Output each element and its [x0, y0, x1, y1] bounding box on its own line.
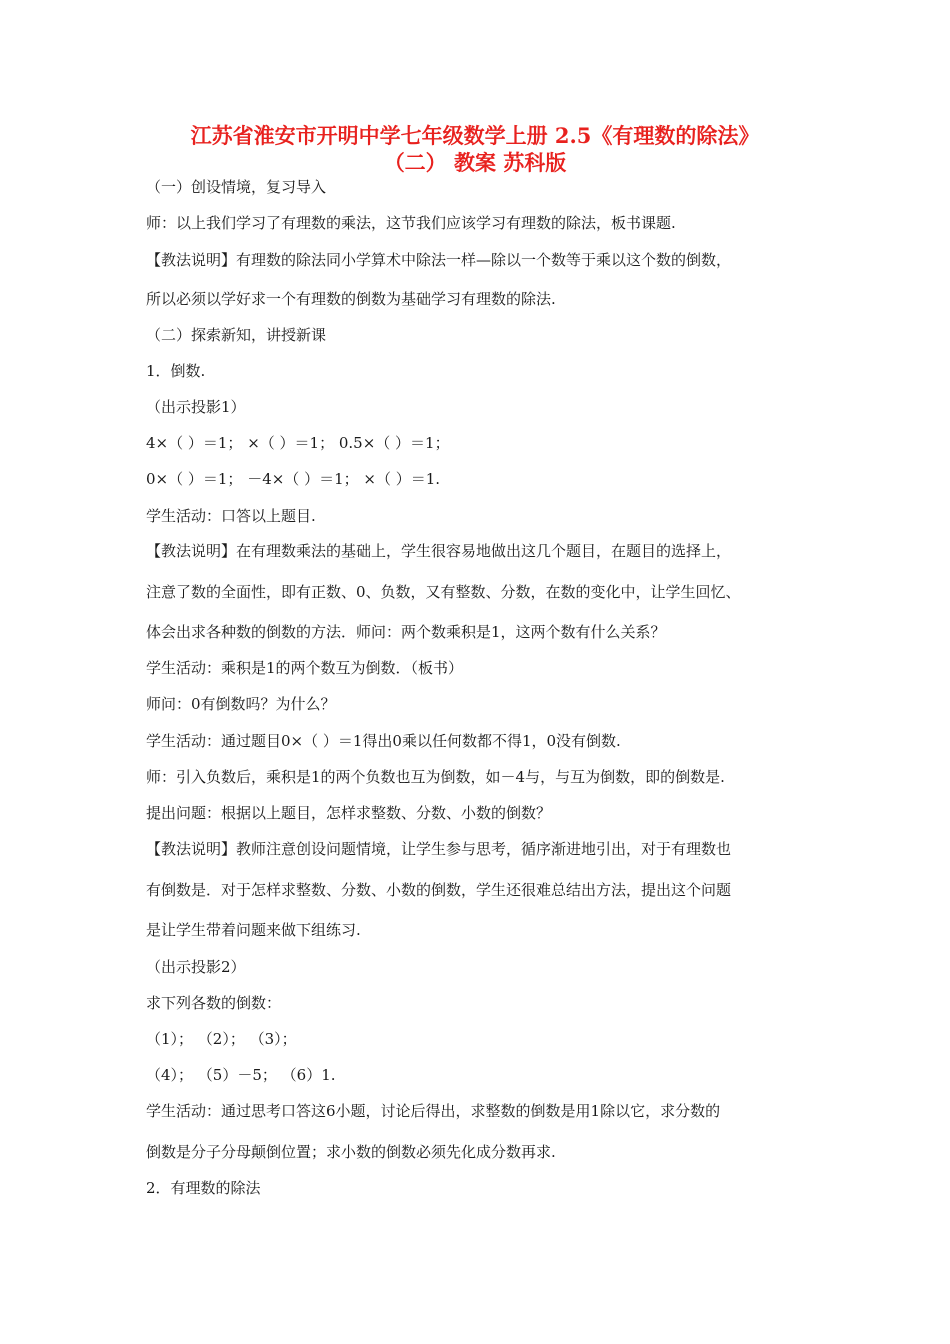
paragraph-line: 【教法说明】有理数的除法同小学算术中除法一样—除以一个数等于乘以这个数的倒数， [146, 251, 732, 269]
exercise-line: （4）； （5）－5； （6）1. [146, 1066, 336, 1084]
section-heading: （一）创设情境，复习导入 [146, 178, 327, 196]
exercise-line: （1）； （2）； （3）； [146, 1030, 297, 1048]
paragraph-line: 求下列各数的倒数： [146, 994, 282, 1012]
paragraph-line: 注意了数的全面性，即有正数、0、负数，又有整数、分数，在数的变化中，让学生回忆、 [146, 583, 741, 601]
subsection-heading: 1．倒数. [146, 362, 206, 380]
paragraph-line: （出示投影1） [146, 398, 246, 416]
section-heading: （二）探索新知，讲授新课 [146, 326, 327, 344]
subsection-heading: 2．有理数的除法 [146, 1179, 261, 1197]
paragraph-line: （出示投影2） [146, 958, 246, 976]
paragraph-line: 【教法说明】在有理数乘法的基础上，学生很容易地做出这几个题目，在题目的选择上， [146, 542, 732, 560]
paragraph-line: 有倒数是．对于怎样求整数、分数、小数的倒数，学生还很难总结出方法，提出这个问题 [146, 881, 732, 899]
paragraph-line: 师：引入负数后，乘积是1的两个负数也互为倒数，如－4与，与互为倒数，即的倒数是. [146, 768, 725, 786]
exercise-line: 0×（ ）＝1； －4×（ ）＝1； ×（ ）＝1. [146, 470, 441, 488]
paragraph-line: 师：以上我们学习了有理数的乘法，这节我们应该学习有理数的除法，板书课题. [146, 214, 676, 232]
paragraph-line: 师问：0有倒数吗？为什么？ [146, 695, 336, 713]
document-title-line-1: 江苏省淮安市开明中学七年级数学上册 2.5《有理数的除法》 [190, 123, 760, 148]
paragraph-line: 【教法说明】教师注意创设问题情境，让学生参与思考，循序渐进地引出，对于有理数也 [146, 840, 732, 858]
paragraph-line: 学生活动：口答以上题目. [146, 507, 316, 525]
paragraph-line: 倒数是分子分母颠倒位置；求小数的倒数必须先化成分数再求. [146, 1143, 556, 1161]
exercise-line: 4×（ ）＝1； ×（ ）＝1； 0.5×（ ）＝1； [146, 434, 450, 452]
paragraph-line: 是让学生带着问题来做下组练习. [146, 921, 361, 939]
paragraph-line: 体会出求各种数的倒数的方法．师问：两个数乘积是1，这两个数有什么关系？ [146, 623, 666, 641]
paragraph-line: 学生活动：乘积是1的两个数互为倒数．（板书） [146, 659, 464, 677]
paragraph-line: 学生活动：通过题目0×（ ）＝1得出0乘以任何数都不得1，0没有倒数. [146, 732, 621, 750]
document-title-line-2: （二） 教案 苏科版 [383, 150, 567, 175]
paragraph-line: 学生活动：通过思考口答这6小题，讨论后得出，求整数的倒数是用1除以它，求分数的 [146, 1102, 721, 1120]
paragraph-line: 所以必须以学好求一个有理数的倒数为基础学习有理数的除法. [146, 290, 556, 308]
paragraph-line: 提出问题：根据以上题目，怎样求整数、分数、小数的倒数？ [146, 804, 552, 822]
